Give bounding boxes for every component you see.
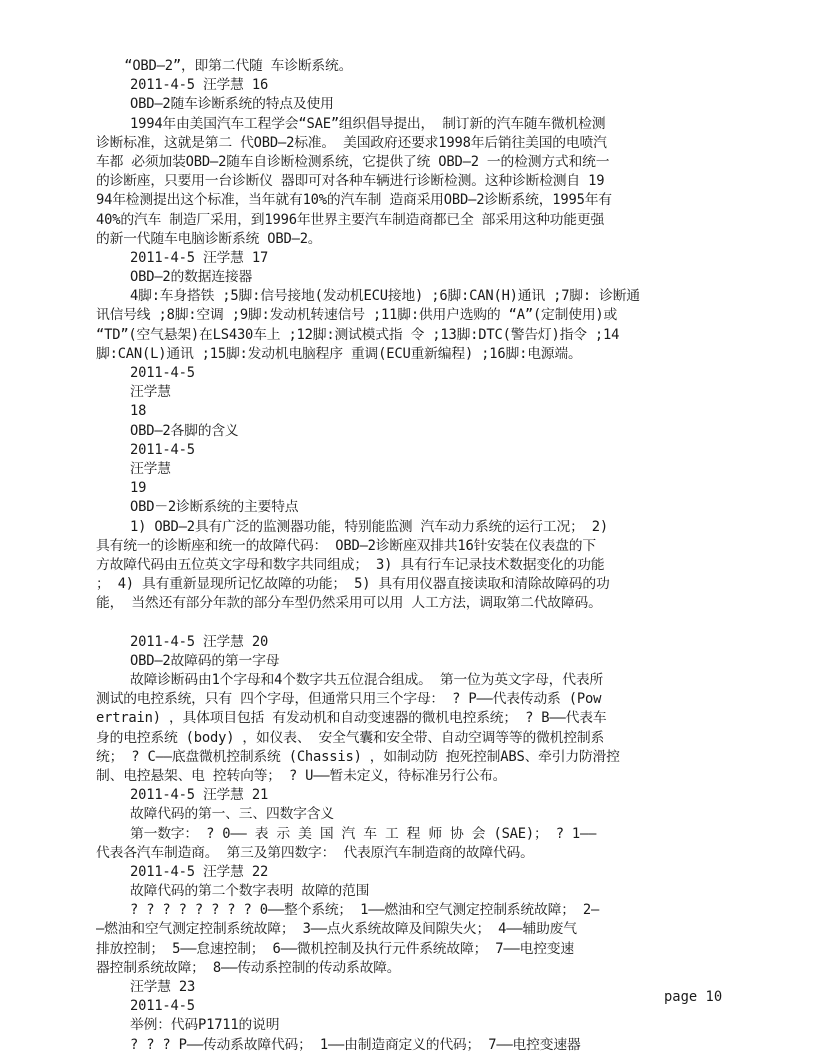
text-line: “TD”(空气悬架)在LS430车上 ;12脚:测试模式指 令 ;13脚:DTC(警告灯)指令 ;14 bbox=[96, 326, 620, 343]
slide-date: 2011-4-5 bbox=[130, 365, 195, 381]
text-line: 身的电控系统 (body) ，如仪表、 安全气囊和安全带、自动空调等等的微机控制系 bbox=[96, 729, 605, 746]
text-line: 测试的电控系统，只有 四个字母，但通常只用三个字母： ? P——代表传动系 (Pow bbox=[96, 691, 602, 708]
section-heading: OBD—2各脚的含义 bbox=[130, 422, 239, 439]
text-line: 方故障代码由五位英文字母和数字共同组成； 3) 具有行车记录技术数据变化的功能 bbox=[96, 556, 605, 573]
text-line: 40%的汽车 制造厂采用，到1996年世界主要汽车制造商都已全 部采用这种功能更强 bbox=[96, 211, 605, 228]
slide-meta-line: 2011-4-5 汪学慧 17 bbox=[130, 249, 269, 266]
blank-line bbox=[96, 613, 696, 632]
text-line: “OBD—2”，即第二代随 车诊断系统。 bbox=[108, 58, 353, 74]
document-body bbox=[96, 57, 696, 1055]
section-heading: 故障代码的第一、三、四数字含义 bbox=[130, 806, 334, 823]
text-line: 能， 当然还有部分年款的部分车型仍然采用可以用 人工方法，调取第二代故障码。 bbox=[96, 595, 602, 612]
slide-meta-line: 2011-4-5 汪学慧 22 bbox=[130, 863, 269, 880]
text-line: 诊断标准，这就是第二 代OBD—2标准。 美国政府还要求1998年后销往美国的电喷汽 bbox=[96, 134, 607, 151]
text-line: 统； ? C——底盘微机控制系统 (Chassis) ，如制动防 抱死控制ABS、牵引力防滑控 bbox=[96, 748, 620, 765]
slide-date: 2011-4-5 bbox=[130, 998, 195, 1015]
page-number: page 10 bbox=[664, 989, 723, 1005]
section-heading: OBD—2随车诊断系统的特点及使用 bbox=[130, 96, 334, 113]
section-heading: 故障代码的第二个数字表明 故障的范围 bbox=[130, 883, 370, 900]
slide-meta-line: 2011-4-5 汪学慧 21 bbox=[130, 787, 269, 804]
text-line: 脚:CAN(L)通讯 ;15脚:发动机电脑程序 重调(ECU重新编程) ;16脚:电源端。 bbox=[96, 345, 582, 362]
text-line: 故障诊断码由1个字母和4个数字共五位混合组成。 第一位为英文字母，代表所 bbox=[130, 672, 604, 688]
slide-number: 18 bbox=[130, 403, 147, 420]
text-line: 讯信号线 ;8脚:空调 ;9脚:发动机转速信号 ;11脚:供用户选购的 “A”(定制使用)或 bbox=[96, 307, 618, 324]
text-line: 代表各汽车制造商。 第三及第四数字： 代表原汽车制造商的故障代码。 bbox=[96, 844, 534, 861]
section-heading: OBD—2的数据连接器 bbox=[130, 269, 253, 286]
slide-meta-line: 2011-4-5 汪学慧 16 bbox=[130, 77, 269, 94]
text-line: 的诊断座，只要用一台诊断仪 器即可对各种车辆进行诊断检测。这种诊断检测自 19 bbox=[96, 173, 605, 190]
text-line: 器控制系统故障； 8——传动系控制的传动系故障。 bbox=[96, 959, 401, 976]
text-line: 排放控制； 5——怠速控制； 6——微机控制及执行元件系统故障； 7——电控变速 bbox=[96, 940, 574, 957]
text-line: 的新一代随车电脑诊断系统 OBD—2。 bbox=[96, 230, 322, 247]
slide-meta-line: 2011-4-5 汪学慧 20 bbox=[130, 633, 269, 650]
slide-author: 汪学慧 bbox=[130, 460, 171, 477]
text-line: 具有统一的诊断座和统一的故障代码： OBD—2诊断座双排共16针安装在仪表盘的下 bbox=[96, 537, 596, 554]
text-line: 第一数字： ? 0—— 表 示 美 国 汽 车 工 程 师 协 会 (SAE)； ? 1—— bbox=[130, 825, 597, 842]
text-line: 车都 必须加装OBD—2随车自诊断检测系统，它提供了统 OBD—2 一的检测方式和统一 bbox=[96, 153, 610, 170]
text-line: 1) OBD—2具有广泛的监测器功能，特别能监测 汽车动力系统的运行工况； 2) bbox=[130, 518, 608, 535]
text-line: ； 4) 具有重新显现所记忆故障的功能； 5) 具有用仪器直接读取和清除故障码的功 bbox=[96, 576, 610, 593]
section-heading: OBD－2诊断系统的主要特点 bbox=[130, 499, 299, 516]
text-line: 1994年由美国汽车工程学会“SAE”组织倡导提出， 制订新的汽车随车微机检测 bbox=[130, 115, 606, 132]
text-line: 4脚:车身搭铁 ;5脚:信号接地(发动机ECU接地) ;6脚:CAN(H)通讯 ;7脚: 诊断通 bbox=[130, 288, 640, 305]
section-heading: OBD—2故障码的第一字母 bbox=[130, 652, 280, 669]
text-line: ? ? ? P——传动系故障代码； 1——由制造商定义的代码； 7——电控变速器 bbox=[130, 1036, 581, 1053]
slide-author: 汪学慧 bbox=[130, 384, 171, 401]
slide-meta-line: 汪学慧 23 bbox=[130, 979, 196, 995]
slide-number: 19 bbox=[130, 480, 147, 497]
text-line: 制、电控悬架、电 控转向等； ? U——暂未定义，待标准另行公布。 bbox=[96, 767, 507, 784]
text-line: ertrain) ，具体项目包括 有发动机和自动变速器的微机电控系统； ? B——代表车 bbox=[96, 710, 607, 727]
text-line: ? ? ? ? ? ? ? ? 0——整个系统； 1——燃油和空气测定控制系统故障； 2— bbox=[130, 902, 600, 919]
text-line: —燃油和空气测定控制系统故障； 3——点火系统故障及间隙失火； 4——辅助废气 bbox=[96, 921, 577, 938]
section-heading: 举例：代码P1711的说明 bbox=[130, 1017, 280, 1034]
text-line: 94年检测提出这个标准，当年就有10%的汽车制 造商采用OBD—2诊断系统，1995年有 bbox=[96, 192, 612, 209]
slide-date: 2011-4-5 bbox=[130, 441, 195, 458]
